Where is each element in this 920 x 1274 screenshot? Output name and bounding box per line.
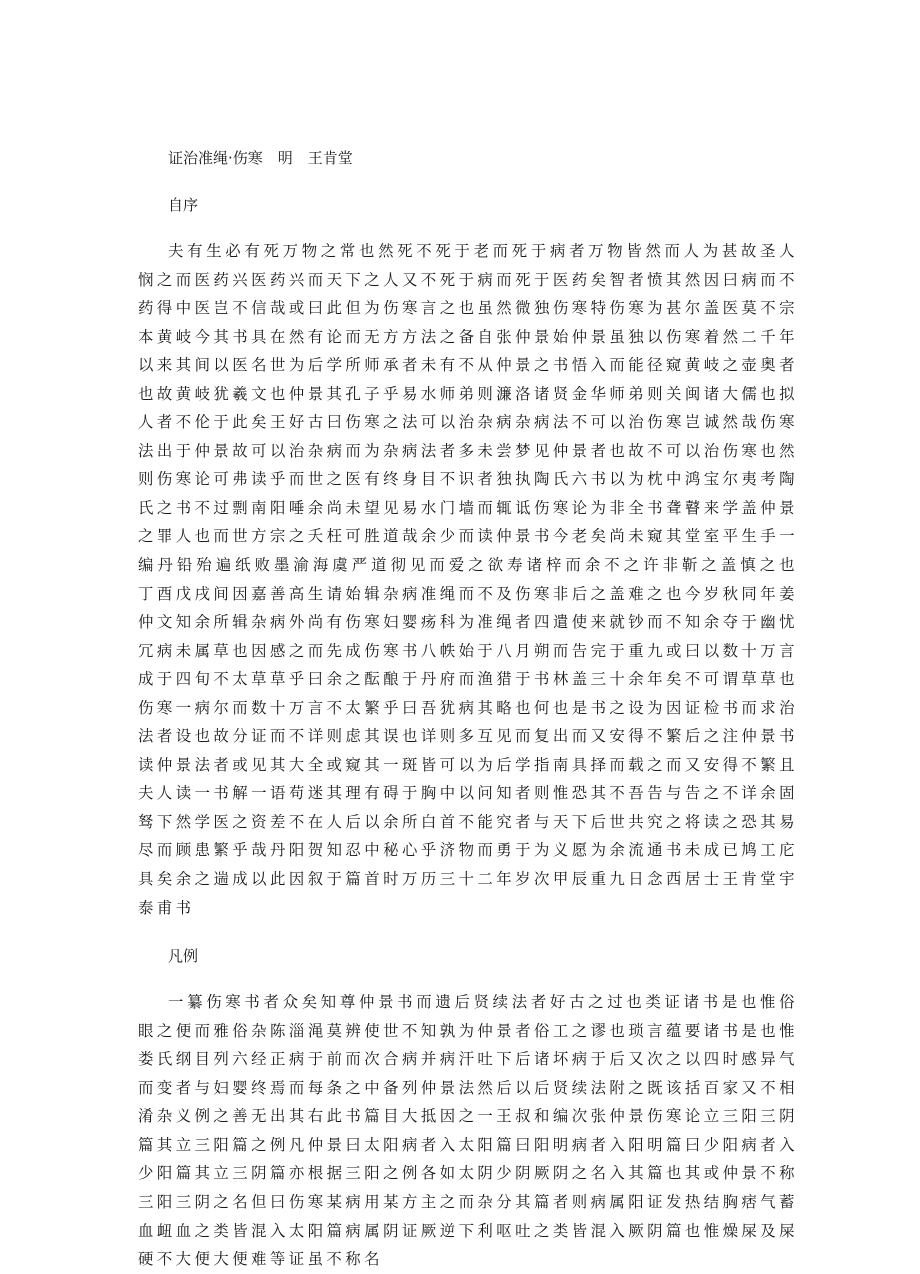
document-page [138, 146, 817, 1274]
section-heading-preface: 自序 [168, 196, 199, 214]
spacer [138, 170, 798, 193]
preface-paragraph: 夫有生必有死万物之常也然死不死于老而死于病者万物皆然而人为甚故圣人悯之而医药兴医药兴而天下之人又不死于病而死于医药矣智者愤其然因曰病而不药得中医岂不信哉或曰此但为伤寒言之也虽然微独伤寒特伤寒为甚尔盖医莫不宗本黄岐今其书具在然有论而无方方法之备自张仲景始仲景虽独以伤寒着然二千年以来其间以医名世为后学所师承者未有不从仲景之书悟入而能径窥黄岐之壶奥者也故黄岐犹羲文也仲景其孔子乎易水师弟则濂洛诸贤金华师弟则关闽诸大儒也拟人者不伦于此矣王好古曰伤寒之法可以治杂病杂病法不可以治伤寒岂诚然哉伤寒法出于仲景故可以治杂病而为杂病法者多未尝梦见仲景者也故不可以治伤寒也然则伤寒论可弗读乎而世之医有终身目不识者独执陶氏六书以为枕中鸿宝尔夷考陶氏之书不过剽南阳唾余尚未望见易水门墙而辄诋伤寒论为非全书聋瞽来学盖仲景之罪人也而世方宗之夭枉可胜道哉余少而读仲景书今老矣尚未窥其堂室平生手一编丹铅殆遍纸败墨渝海虞严道彻见而爱之欲寿诸梓而余不之许非靳之盖慎之也 丁酉戊戌间因嘉善高生请始辑杂病准绳而不及伤寒非后之盖难之也今岁秋同年姜仲文知余所辑杂病外尚有伤寒妇婴疡科为准绳者四遣使来就钞而不知余夺于幽忧冗病未属草也因感之而先成伤寒书八帙始于八月朔而告完于重九或曰以数十万言成于四旬不太草草乎曰余之酝酿于丹府而渔猎于书林盖三十余年矣不可谓草草也伤寒一病尔而数十万言不太繁乎曰吾犹病其略也何也是书之设为因证检书而求治法者设也故分证而不详则虑其误也详则多互见而复出而又安得不繁后之注仲景书读仲景法者或见其大全或窥其一斑皆可以为后学指南具择而载之而又安得不繁且夫人读一书解一语苟迷其理有碍于胸中以问知者则惟恐其不吾告与告之不详余固驽下然学医之资差不在人后以余所白首不能究者与天下后世共究之将读之恐其易尽而顾患繁乎哉丹阳贺知忍中秘心乎济物而勇于为义愿为余流通书未成已鸠工庀具矣余之遄成以此因叙于篇首时万历三十二年岁次甲辰重九日念西居士王肯堂宇泰甫书 [138, 242, 817, 917]
spacer [138, 922, 798, 944]
conventions-paragraph: 一纂伤寒书者众矣知尊仲景书而遗后贤续法者好古之过也类证诸书是也惟俗眼之便而雅俗杂陈淄渑莫辨使世不知孰为仲景者俗工之谬也琐言蕴要诸书是也惟娄氏纲目列六经正病于前而次合病并病汗吐下后诸坏病于后又次之以四时感异气而变者与妇婴终焉而每条之中备列仲景法然后以后贤续法附之既该括百家又不相淆杂义例之善无出其右此书篇目大抵因之一王叔和编次张仲景伤寒论立三阳三阴篇其立三阳篇之例凡仲景曰太阳病者入太阳篇曰阳明病者入阳明篇曰少阳病者入少阳篇其立三阴篇亦根据三阳之例各如太阴少阴厥阴之名入其篇也其或仲景不称三阳三阴之名但曰伤寒某病用某方主之而杂分其篇者则病属阳证发热结胸痞气蓄血衄血之类皆混入太阳篇病属阴证厥逆下利呕吐之类皆混入厥阴篇也惟燥屎及屎硬不大便大便难等证虽不称名 [138, 993, 798, 1269]
section-heading-conventions: 凡例 [168, 947, 199, 966]
spacer [138, 968, 798, 988]
spacer [138, 217, 798, 237]
document-title: 证治准绳·伤寒 明 王肯堂 [168, 149, 353, 167]
